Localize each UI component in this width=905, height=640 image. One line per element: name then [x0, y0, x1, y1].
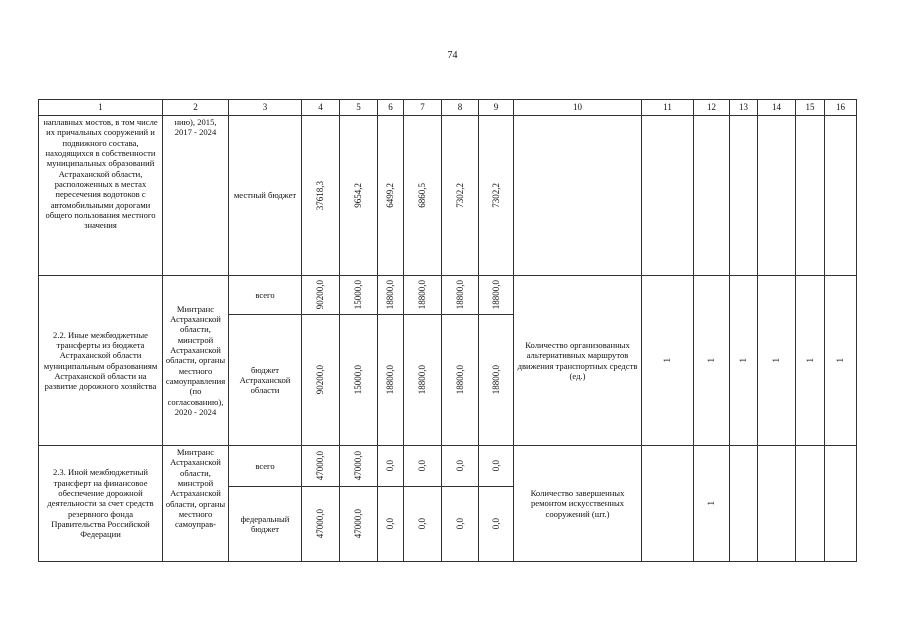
amount-value: 18800,0 — [454, 365, 465, 395]
amount-value: 7302,2 — [454, 183, 465, 208]
target-cell — [825, 276, 857, 446]
indicator-text: Количество завершенных ремонтом искусственных сооружений (шт.) — [530, 488, 625, 519]
value-cell — [442, 446, 479, 487]
measure-name-cell — [39, 276, 163, 446]
header-cell: 13 — [730, 100, 758, 116]
target-cell — [642, 116, 694, 276]
header-cell: 5 — [340, 100, 378, 116]
amount-value: 6860,5 — [417, 183, 428, 208]
value-cell — [479, 276, 514, 315]
value-cell — [302, 446, 340, 487]
measure-name-cell — [39, 116, 163, 276]
value-cell — [404, 276, 442, 315]
amount-value: 18800,0 — [490, 365, 501, 395]
header-cell: 7 — [404, 100, 442, 116]
indicator-cell — [514, 446, 642, 562]
header-cell: 3 — [229, 100, 302, 116]
table-row — [39, 446, 857, 487]
value-cell — [302, 487, 340, 562]
executor-cell — [163, 446, 229, 562]
funding-source: всего — [255, 460, 275, 471]
value-cell — [442, 487, 479, 562]
target-value: 1 — [662, 358, 673, 363]
amount-value: 47000,0 — [315, 509, 326, 539]
target-cell — [796, 116, 825, 276]
amount-value: 0,0 — [490, 518, 501, 530]
amount-value: 47000,0 — [353, 509, 364, 539]
value-cell — [479, 446, 514, 487]
value-cell — [378, 116, 404, 276]
header-cell: 2 — [163, 100, 229, 116]
amount-value: 18800,0 — [385, 280, 396, 310]
value-cell — [479, 315, 514, 446]
program-table — [38, 99, 857, 562]
amount-value: 0,0 — [490, 460, 501, 472]
target-cell — [796, 276, 825, 446]
target-cell — [642, 276, 694, 446]
target-cell — [730, 276, 758, 446]
header-cell: 8 — [442, 100, 479, 116]
target-cell — [796, 446, 825, 562]
target-cell — [758, 446, 796, 562]
target-value: 1 — [771, 358, 782, 363]
amount-value: 90200,0 — [315, 280, 326, 310]
amount-value: 0,0 — [417, 460, 428, 472]
amount-value: 18800,0 — [417, 280, 428, 310]
amount-value: 6499,2 — [385, 183, 396, 208]
header-cell: 4 — [302, 100, 340, 116]
executor: Минтранс Астраханской области, минстрой Астраханской области, органы местного самоуправления (по согласованию), 2020 - 2024 — [165, 303, 226, 417]
value-cell — [340, 487, 378, 562]
value-cell — [340, 116, 378, 276]
amount-value: 37618,3 — [315, 180, 326, 211]
header-cell: 1 — [39, 100, 163, 116]
value-cell — [479, 116, 514, 276]
funding-source: местный бюджет — [233, 190, 297, 201]
amount-value: 0,0 — [454, 460, 465, 472]
value-cell — [378, 446, 404, 487]
executor-cell — [163, 276, 229, 446]
amount-value: 47000,0 — [353, 451, 364, 481]
value-cell — [404, 487, 442, 562]
measure-name-cell — [39, 446, 163, 562]
amount-value: 15000,0 — [353, 365, 364, 395]
value-cell — [340, 276, 378, 315]
executor-cell — [163, 116, 229, 276]
table-row — [39, 276, 857, 315]
header-cell: 10 — [514, 100, 642, 116]
amount-value: 18800,0 — [490, 280, 501, 310]
value-cell — [404, 315, 442, 446]
amount-value: 90200,0 — [315, 365, 326, 395]
header-cell: 14 — [758, 100, 796, 116]
source-cell — [229, 315, 302, 446]
executor: нию), 2015, 2017 - 2024 — [174, 117, 217, 138]
value-cell — [302, 315, 340, 446]
indicator-text: Количество организованных альтернативных маршрутов движения транспортных средств (ед.) — [517, 339, 638, 381]
header-cell: 16 — [825, 100, 857, 116]
amount-value: 0,0 — [385, 460, 396, 472]
funding-source: бюджет Астраханской области — [239, 364, 291, 396]
indicator-cell — [514, 116, 642, 276]
measure-name: 2.3. Иной межбюджетный трансферт на финансовое обеспечение дорожной деятельности за счет средств резервного фонда Правительства Российской Федерации — [47, 467, 154, 540]
header-cell: 11 — [642, 100, 694, 116]
target-cell — [758, 276, 796, 446]
value-cell — [378, 487, 404, 562]
value-cell — [442, 116, 479, 276]
value-cell — [302, 116, 340, 276]
amount-value: 9654,2 — [353, 183, 364, 208]
value-cell — [442, 315, 479, 446]
table-row — [39, 116, 857, 276]
target-cell — [694, 276, 730, 446]
source-cell — [229, 446, 302, 487]
header-cell: 9 — [479, 100, 514, 116]
measure-name: 2.2. Иные межбюджетные трансферты из бюджета Астраханской области муниципальным образованиям Астраханской области на развитие дорожного хозяйства — [43, 329, 158, 392]
value-cell — [378, 276, 404, 315]
target-value: 1 — [706, 358, 717, 363]
value-cell — [442, 276, 479, 315]
amount-value: 15000,0 — [353, 280, 364, 310]
amount-value: 18800,0 — [385, 365, 396, 395]
target-cell — [730, 116, 758, 276]
header-cell: 15 — [796, 100, 825, 116]
page-number: 74 — [447, 50, 458, 61]
indicator-cell — [514, 276, 642, 446]
value-cell — [340, 446, 378, 487]
amount-value: 18800,0 — [417, 365, 428, 395]
target-value: 1 — [738, 358, 749, 363]
value-cell — [302, 276, 340, 315]
target-cell — [694, 446, 730, 562]
measure-name: наплавных мостов, в том числе их причальных сооружений и подвижного состава, находящихся в собственности муниципальных образований Астраханской области, расположенных в местах пересечения водотоков с автомобильными дорогами общего пользования местного значения — [43, 117, 158, 231]
amount-value: 18800,0 — [454, 280, 465, 310]
target-cell — [642, 446, 694, 562]
source-cell — [229, 116, 302, 276]
funding-source: федеральный бюджет — [240, 513, 290, 534]
amount-value: 0,0 — [385, 518, 396, 530]
header-row — [39, 100, 857, 116]
source-cell — [229, 487, 302, 562]
target-value: 1 — [706, 501, 717, 506]
amount-value: 0,0 — [417, 518, 428, 530]
value-cell — [378, 315, 404, 446]
header-cell: 12 — [694, 100, 730, 116]
target-value: 1 — [835, 358, 846, 363]
target-value: 1 — [804, 358, 815, 363]
amount-value: 47000,0 — [315, 451, 326, 481]
target-cell — [730, 446, 758, 562]
funding-source: всего — [255, 289, 275, 300]
executor: Минтранс Астраханской области, минстрой Астраханской области, органы местного самоуправ- — [165, 447, 226, 530]
header-cell: 6 — [378, 100, 404, 116]
value-cell — [404, 446, 442, 487]
target-cell — [825, 116, 857, 276]
target-cell — [758, 116, 796, 276]
target-cell — [694, 116, 730, 276]
value-cell — [479, 487, 514, 562]
value-cell — [340, 315, 378, 446]
value-cell — [404, 116, 442, 276]
amount-value: 7302,2 — [490, 183, 501, 208]
source-cell — [229, 276, 302, 315]
amount-value: 0,0 — [454, 518, 465, 530]
target-cell — [825, 446, 857, 562]
